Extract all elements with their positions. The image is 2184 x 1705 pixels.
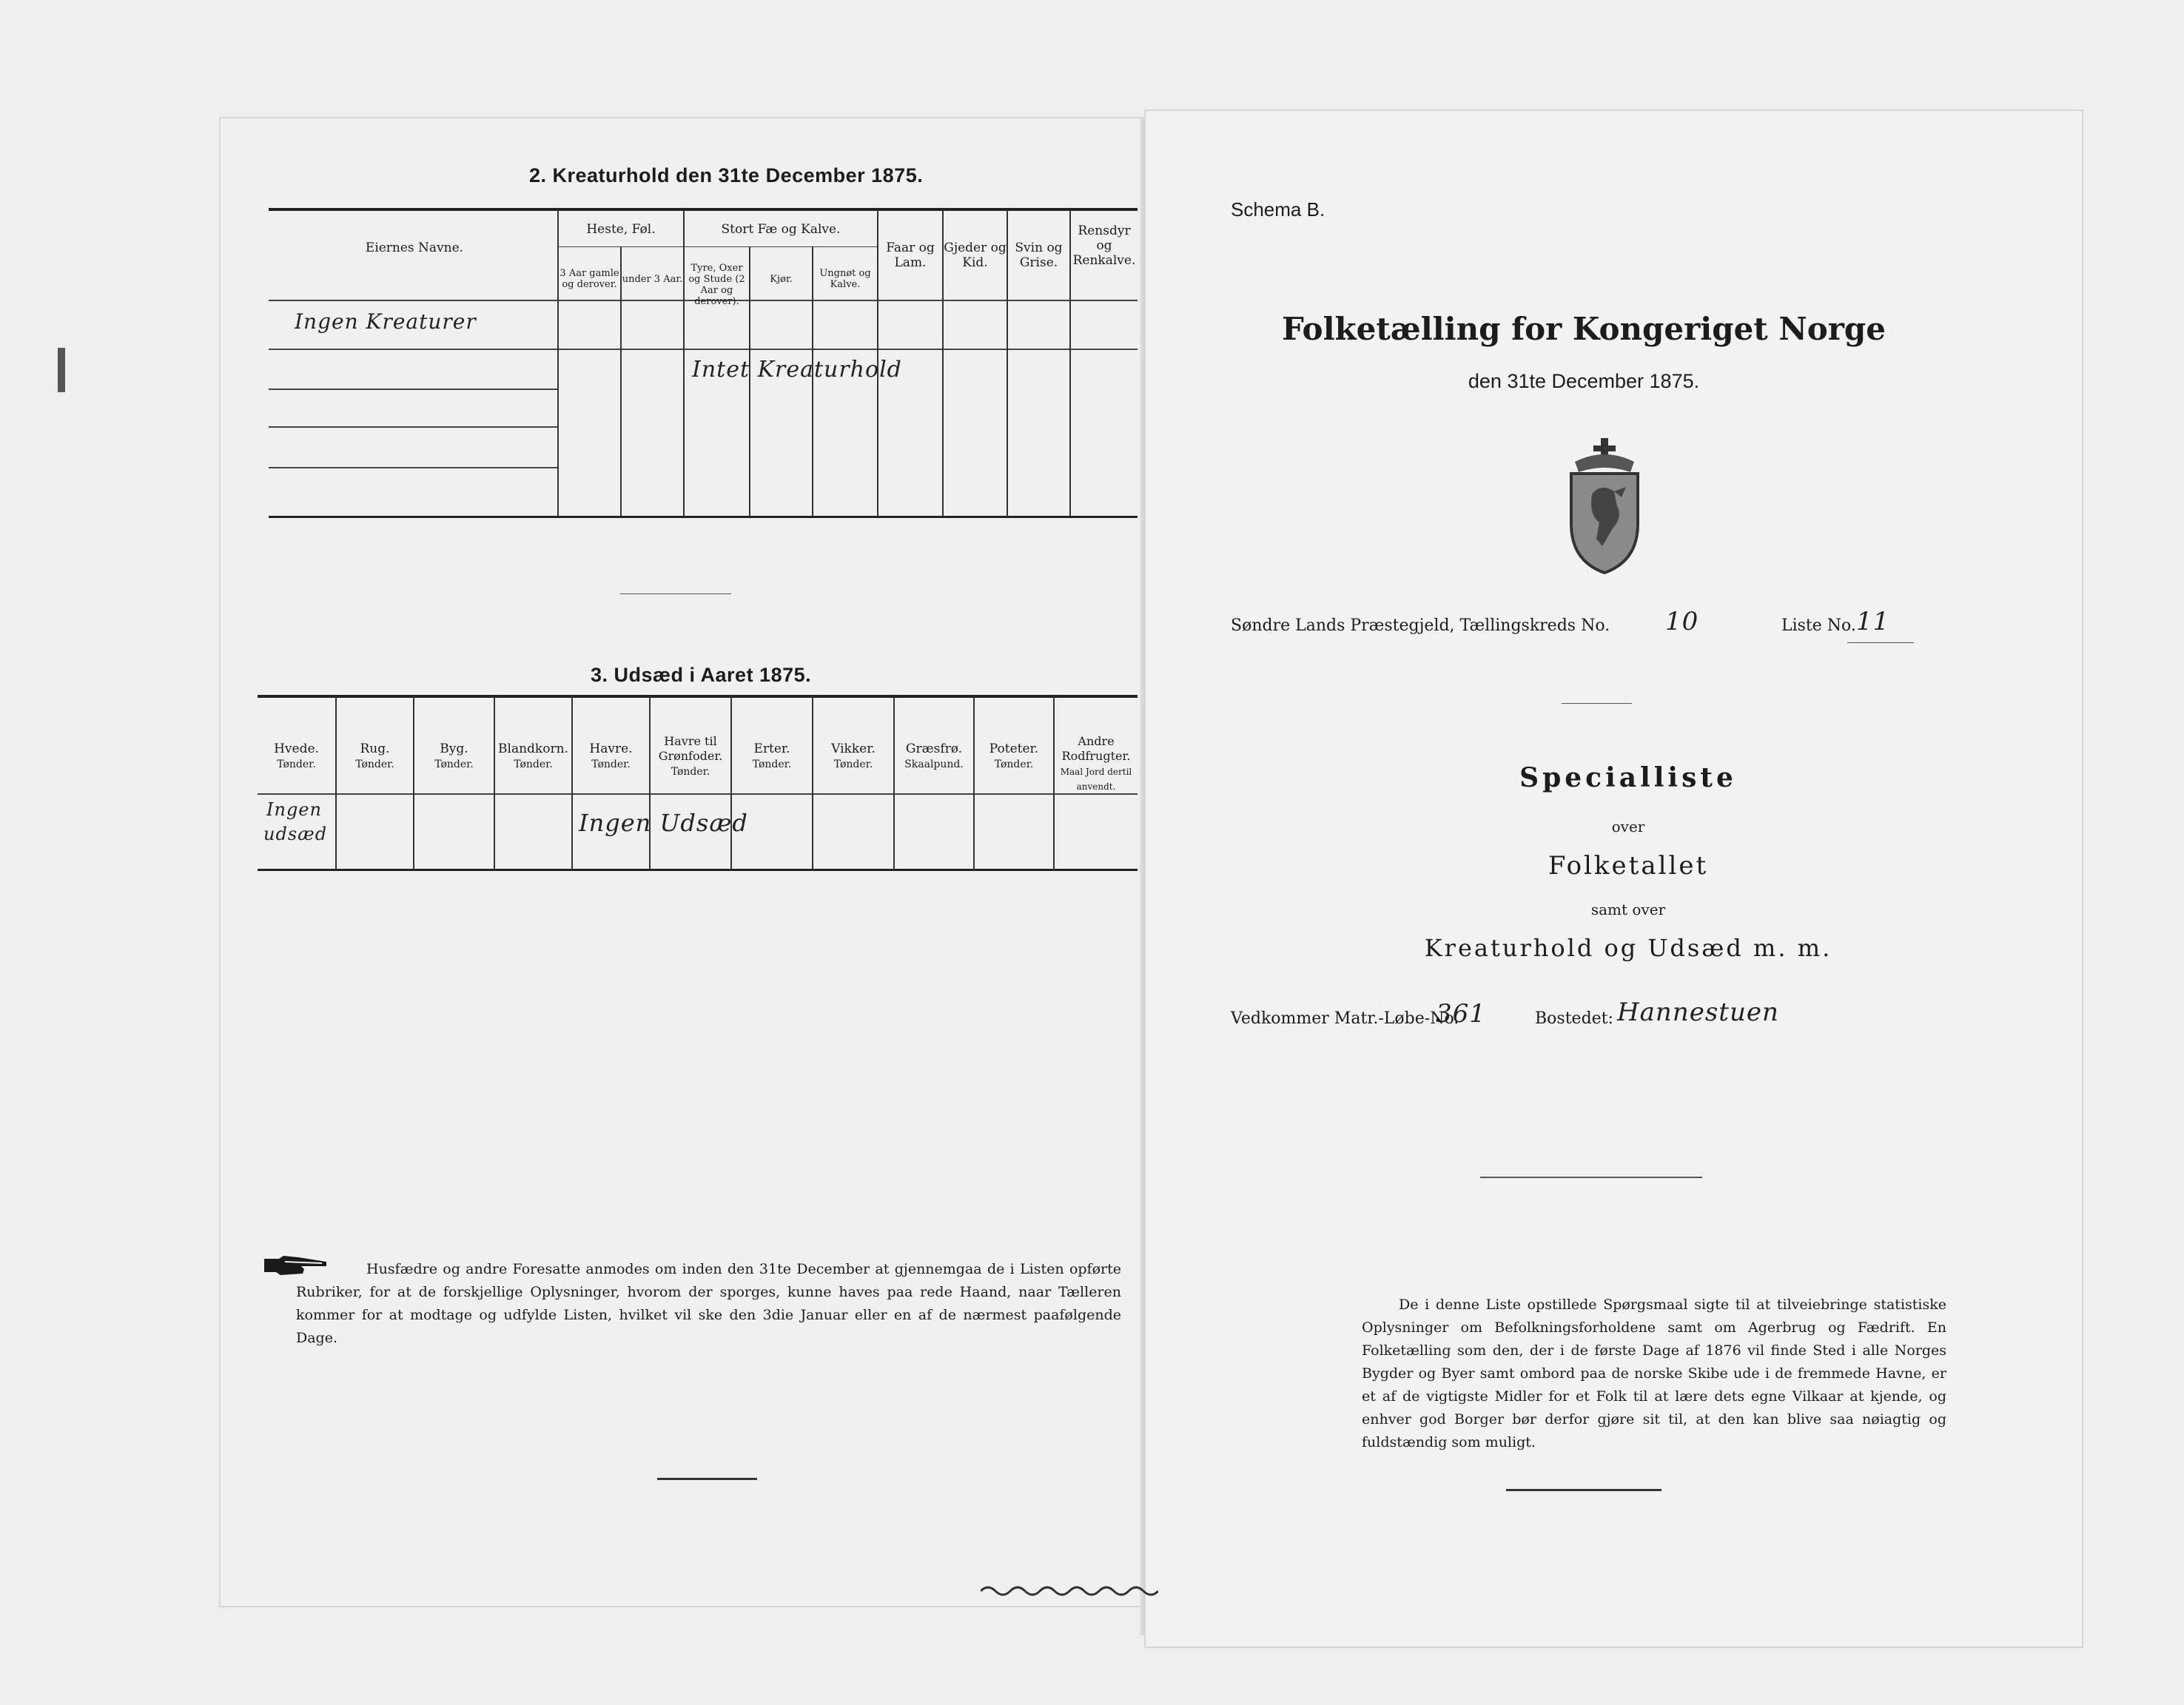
seed-header-peas: Erter. Tønder. <box>752 741 792 770</box>
seed-col-line <box>893 696 895 870</box>
header-reindeer: Rensdyr og Renkalve. <box>1072 223 1136 268</box>
section-divider <box>620 593 731 594</box>
residence-handwriting: Hannestuen <box>1617 998 1779 1027</box>
livestock-entry-handwriting: Intet Kreaturhold <box>692 357 902 383</box>
seed-col-line <box>571 696 573 870</box>
schema-label: Schema B. <box>1231 198 1325 221</box>
title-divider <box>1562 703 1632 704</box>
seed-col-line <box>335 696 337 870</box>
header-horses-old: 3 Aar gamle og derover. <box>560 268 619 290</box>
list-number-dots <box>1847 642 1914 643</box>
seed-col-line <box>730 696 732 870</box>
header-horses: Heste, Føl. <box>586 222 656 237</box>
seed-entry-handwriting: Ingen Udsæd <box>579 809 748 837</box>
seed-header-potatoes: Poteter. Tønder. <box>989 741 1039 770</box>
seed-header-grass-seed: Græsfrø. Skaalpund. <box>904 741 964 770</box>
seed-col-line <box>494 696 495 870</box>
seed-header-barley: Byg. Tønder. <box>434 741 474 770</box>
middle-divider <box>1480 1177 1702 1178</box>
seed-header-rule <box>258 793 1138 795</box>
seed-first-handwriting: Ingen <box>266 799 322 820</box>
seed-col-line <box>973 696 975 870</box>
livestock-col-line <box>557 209 559 517</box>
section3-title: 3. Udsæd i Aaret 1875. <box>591 664 812 686</box>
livestock-row-rule <box>269 426 557 428</box>
header-horses-young: under 3 Aar. <box>622 274 683 285</box>
livestock-row-rule <box>269 467 557 468</box>
matr-label: Vedkommer Matr.-Løbe-No. <box>1231 1009 1459 1028</box>
special-list-title: Specialliste <box>1519 762 1737 793</box>
seed-header-wheat: Hvede. Tønder. <box>274 741 319 770</box>
district-number-handwriting: 10 <box>1665 607 1699 636</box>
matr-number-handwriting: 361 <box>1436 999 1486 1029</box>
seed-header-green-oats: Havre til Grønfoder. Tønder. <box>658 734 723 778</box>
header-pigs: Svin og Grise. <box>1015 241 1063 270</box>
seed-table-bottom-rule <box>258 869 1138 871</box>
seed-col-line <box>649 696 651 870</box>
over-label: over <box>1611 818 1645 835</box>
livestock-seed-label: Kreaturhold og Udsæd m. m. <box>1424 934 1832 962</box>
header-cattle: Stort Fæ og Kalve. <box>721 222 841 237</box>
list-number-handwriting: 11 <box>1856 607 1890 636</box>
cattle-subheader-rule <box>685 246 877 247</box>
scan-edge-mark <box>58 348 65 392</box>
header-cows: Kjør. <box>770 274 793 285</box>
seed-header-mixed-grain: Blandkorn. Tønder. <box>498 741 568 770</box>
livestock-owner-handwriting: Ingen Kreaturer <box>295 309 477 334</box>
seed-header-vetch: Vikker. Tønder. <box>831 741 876 770</box>
seed-header-oats: Havre. Tønder. <box>589 741 633 770</box>
header-owner: Eiernes Navne. <box>365 241 464 255</box>
population-label: Folketallet <box>1548 851 1709 881</box>
header-bulls: Tyre, Oxer og Stude (2 Aar og derover). <box>688 263 745 307</box>
header-sheep: Faar og Lam. <box>886 241 935 270</box>
list-number-label: Liste No. <box>1781 616 1856 635</box>
bottom-scribble-ornament <box>981 1582 1158 1597</box>
livestock-col-line <box>683 209 685 517</box>
header-goats: Gjeder og Kid. <box>944 241 1007 270</box>
instruction-note: Husfædre og andre Foresatte anmodes om inden den 31te December at gjennemgaa de i Listen opførte Rubriker, for at de forskjellige Oplysninger, hvorom der sporges, kunne haves paa rede Haand, naar Tælleren kommer for at modtage og udfylde Listen, hvilket vil ske den 3die Januar eller en af de nærmest paafølgende Dage. <box>296 1261 1121 1346</box>
parish-label: Søndre Lands Præstegjeld, Tællingskreds No. <box>1231 616 1610 635</box>
livestock-col-line <box>620 246 622 517</box>
seed-table-top-rule <box>258 695 1138 698</box>
coat-of-arms-icon <box>1556 435 1653 576</box>
header-young-cattle: Ungnøt og Kalve. <box>819 268 871 290</box>
together-label: samt over <box>1590 901 1666 918</box>
seed-first-handwriting: udsæd <box>263 824 328 844</box>
residence-label: Bostedet: <box>1535 1009 1613 1028</box>
seed-header-rye: Rug. Tønder. <box>355 741 394 770</box>
livestock-row-rule <box>269 389 557 390</box>
census-date: den 31te December 1875. <box>1468 370 1700 392</box>
seed-col-line <box>413 696 414 870</box>
right-bottom-ornament <box>1506 1489 1661 1491</box>
section2-title: 2. Kreaturhold den 31te December 1875. <box>529 164 924 186</box>
census-title: Folketælling for Kongeriget Norge <box>1282 311 1886 347</box>
seed-header-other-roots: Andre Rodfrugter. Maal Jord dertil anvendt. <box>1060 734 1132 792</box>
seed-col-line <box>812 696 813 870</box>
explanatory-footnote: De i denne Liste opstillede Spørgsmaal sigte til at tilveiebringe statistiske Oplysninger om Befolkningsforholdene samt om Agerbrug og Fædrift. En Folketælling som den, der i de første Dage af 1876 vil finde Sted i alle Norges Bygder og Byer samt ombord paa de norske Skibe ude i de fremmede Havne, er et af de vigtigste Midler for et Folk til at lære dets egne Vilkaar at kjende, og enhver god Borger bør derfor gjøre sit til, at den kan blive saa nøiagtig og fuldstændig som muligt. <box>1362 1297 1946 1450</box>
left-bottom-ornament <box>657 1478 757 1480</box>
